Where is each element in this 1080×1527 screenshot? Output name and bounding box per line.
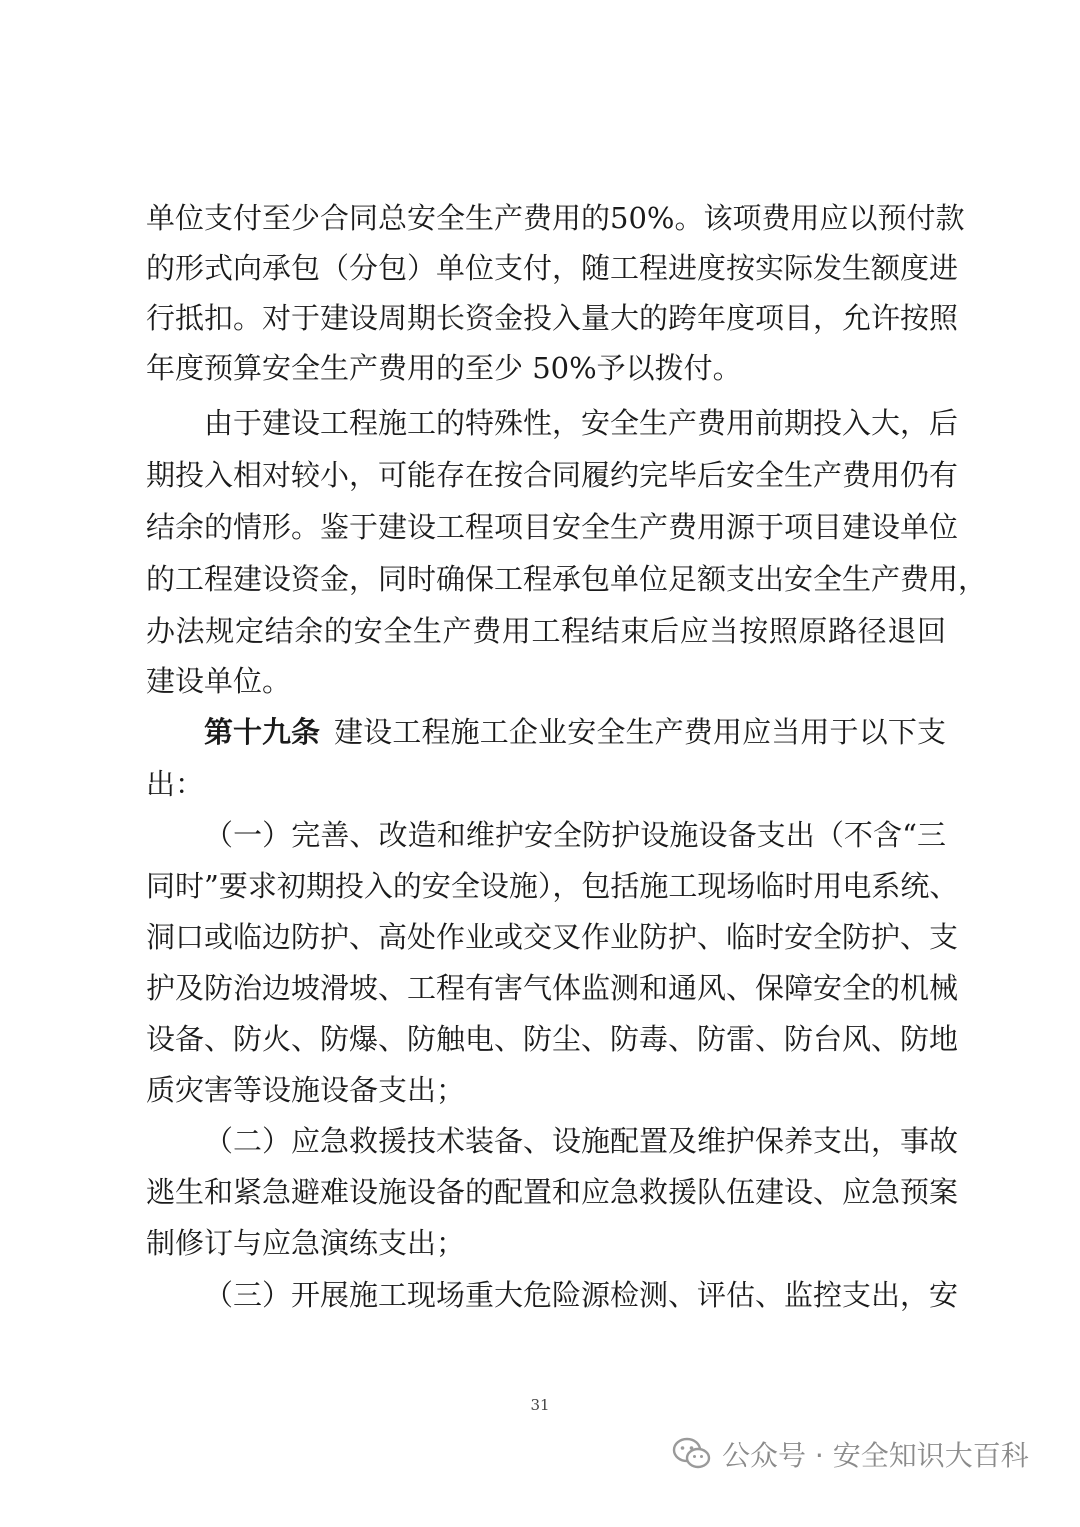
text-line: 结余的情形。鉴于建设工程项目安全生产费用源于项目建设单位 [146,510,959,544]
text-line: 的工程建设资金，同时确保工程承包单位足额支出安全生产费用， [146,562,988,596]
text-line: 由于建设工程施工的特殊性，安全生产费用前期投入大，后 [204,406,959,440]
text-line: 建设单位。 [146,664,292,698]
text-line: 护及防治边坡滑坡、工程有害气体监测和通风、保障安全的机械 [146,971,959,1005]
page-number: 31 [530,1396,550,1414]
text-line: 行抵扣。对于建设周期长资金投入量大的跨年度项目，允许按照 [146,301,959,335]
article-text: 建设工程施工企业安全生产费用应当用于以下支 [334,715,946,749]
text-line: （一）完善、改造和维护安全防护设施设备支出（不含“三 [204,818,946,852]
text-line: 的形式向承包（分包）单位支付，随工程进度按实际发生额度进 [146,251,959,285]
article-line [204,712,946,752]
text-line: 单位支付至少合同总安全生产费用的50%。该项费用应以预付款 [146,201,965,235]
text-line: 期投入相对较小，可能存在按合同履约完毕后安全生产费用仍有 [146,458,959,492]
watermark-label: 公众号 · 安全知识大百科 [722,1439,1029,1472]
text-line: 设备、防火、防爆、防触电、防尘、防毒、防雷、防台风、防地 [146,1022,959,1056]
wechat-icon [672,1437,712,1471]
text-line: 逃生和紧急避难设施设备的配置和应急救援队伍建设、应急预案 [146,1175,959,1209]
text-line: 同时”要求初期投入的安全设施），包括施工现场临时用电系统、 [146,869,959,903]
watermark [672,1432,1029,1476]
article-heading: 第十九条 [204,715,321,749]
text-line: 办法规定结余的安全生产费用工程结束后应当按照原路径退回 [146,614,946,648]
text-line: 年度预算安全生产费用的至少 50%予以拨付。 [146,351,742,385]
text-line: 出： [146,767,205,801]
text-line: （三）开展施工现场重大危险源检测、评估、监控支出，安 [204,1278,959,1312]
text-line: 质灾害等设施设备支出； [146,1073,466,1107]
text-line: （二）应急救援技术装备、设施配置及维护保养支出，事故 [204,1124,959,1158]
text-line: 制修订与应急演练支出； [146,1226,466,1260]
text-line: 洞口或临边防护、高处作业或交叉作业防护、临时安全防护、支 [146,920,959,954]
